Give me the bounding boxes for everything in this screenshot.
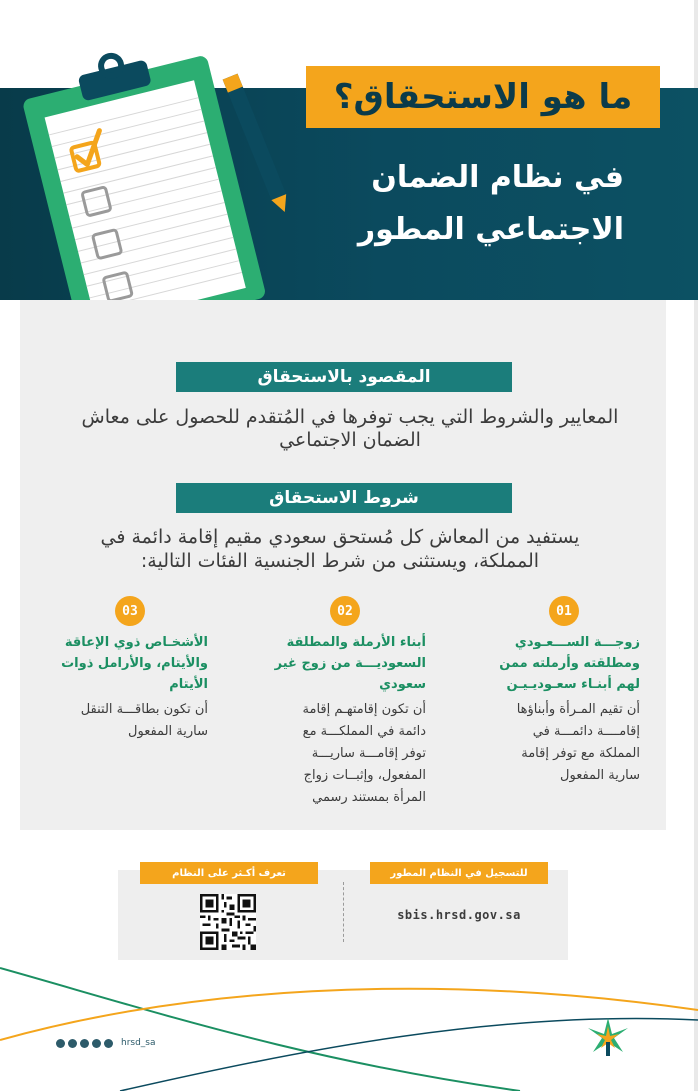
qr-code-icon[interactable] — [200, 894, 256, 950]
page-title: ما هو الاستحقاق؟ — [333, 77, 633, 117]
register-url-link[interactable]: sbis.hrsd.gov.sa — [397, 908, 521, 922]
definition-text — [40, 406, 660, 452]
title-box — [306, 66, 660, 128]
category-2-body — [262, 699, 426, 809]
category-3-body-line: سارية المفعول — [128, 724, 208, 739]
category-number-3: 03 — [115, 596, 145, 626]
category-1-title-line: زوجـــة الســـعـودي — [514, 635, 640, 650]
category-3-title — [50, 632, 208, 695]
subtitle-line-1: في نظام الضمان — [371, 160, 624, 195]
category-1-title — [484, 632, 640, 695]
category-2-title-line: السعوديـــة من زوج غير — [274, 656, 426, 671]
category-3-title-line: الأيتام — [169, 677, 208, 692]
category-number-2: 02 — [330, 596, 360, 626]
social-bar — [56, 1036, 156, 1050]
category-2-title-line: سعودي — [379, 677, 426, 692]
category-1-title-line: لهم أبنـاء سعـوديـيـن — [506, 677, 640, 692]
category-3-title-line: الأشخـاص ذوي الإعاقة — [64, 635, 208, 650]
conditions-text — [40, 525, 640, 573]
hrsd-logo-icon — [583, 1014, 633, 1058]
instagram-icon[interactable] — [104, 1039, 113, 1048]
conditions-text-line-1: يستفيد من المعاش كل مُستحق سعودي مقيم إقامة دائمة في — [100, 526, 580, 548]
conditions-label: شروط الاستحقاق — [176, 483, 512, 513]
category-2 — [262, 632, 426, 809]
category-3-body-line: أن تكون بطاقـــة التنقل — [80, 702, 208, 717]
category-3-body — [50, 699, 208, 743]
youtube-icon[interactable] — [68, 1039, 77, 1048]
social-handle: hrsd_sa — [121, 1038, 156, 1048]
conditions-text-line-2: المملكة، ويستثنى من شرط الجنسية الفئات التالية: — [140, 550, 540, 572]
category-3 — [50, 632, 208, 743]
category-2-body-line: أن تكون إقامتهـم إقامة — [302, 702, 426, 717]
category-1-body-line: إقامــــة دائمـــة في — [532, 724, 640, 739]
dashed-divider — [343, 882, 344, 942]
category-2-title — [262, 632, 426, 695]
category-1-title-line: ومطلقته وأرملته ممن — [499, 656, 640, 671]
category-3-title-line: والأيتام، والأرامل ذوات — [61, 656, 208, 671]
register-tag: للتسجيل في النظام المطور — [370, 862, 548, 884]
category-1 — [484, 632, 640, 787]
category-2-body-line: دائمة في المملكـــة مع — [302, 724, 426, 739]
definition-text-line-2: الضمان الاجتماعي — [279, 429, 421, 451]
category-2-title-line: أبناء الأرملة والمطلقة — [286, 635, 426, 650]
definition-label: المقصود بالاستحقاق — [176, 362, 512, 392]
category-1-body-line: المملكة مع توفر إقامة — [521, 746, 640, 761]
category-2-body-line: المفعول، وإثبــات زواج — [303, 768, 426, 783]
subtitle-line-2: الاجتماعي المطور — [357, 212, 624, 247]
facebook-icon[interactable] — [80, 1039, 89, 1048]
category-1-body — [484, 699, 640, 787]
category-2-body-line: توفر إقامـــة ساريـــة — [311, 746, 426, 761]
category-2-body-line: المرأة بمستند رسمي — [312, 790, 426, 805]
linkedin-icon[interactable] — [92, 1039, 101, 1048]
category-1-body-line: أن تقيم المـرأة وأبناؤها — [516, 702, 640, 717]
twitter-icon[interactable] — [56, 1039, 65, 1048]
definition-text-line-1: المعايير والشروط التي يجب توفرها في المُتقدم للحصول على معاش — [81, 406, 619, 428]
category-number-1: 01 — [549, 596, 579, 626]
category-1-body-line: سارية المفعول — [560, 768, 640, 783]
learn-more-tag: تعرف أكـثر على النظام — [140, 862, 318, 884]
